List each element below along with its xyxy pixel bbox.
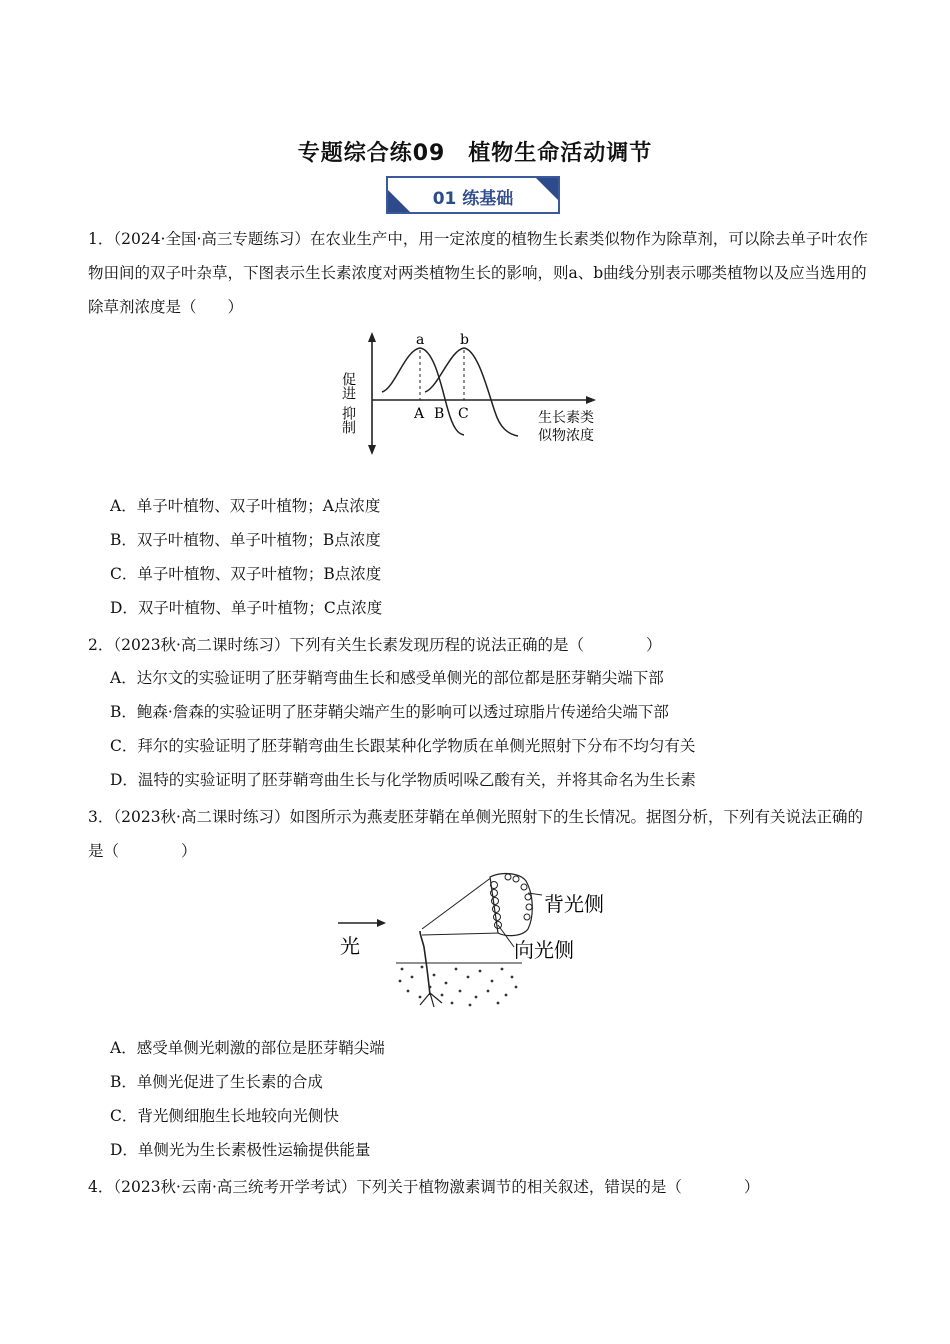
question-2-option-c[interactable]: C．拜尔的实验证明了胚芽鞘弯曲生长跟某种化学物质在单侧光照射下分布不均匀有关: [110, 737, 696, 755]
shade-side-label: 背光侧: [544, 892, 604, 916]
light-label: 光: [340, 934, 360, 958]
y-axis-down-arrow-icon: [368, 445, 376, 455]
x-label-line2: 似物浓度: [538, 428, 594, 444]
curve-b: [425, 348, 518, 436]
question-3-option-a[interactable]: A．感受单侧光刺激的部位是胚芽鞘尖端: [110, 1039, 385, 1057]
question-1-stem: 1．（2024·全国·高三专题练习）在农业生产中，用一定浓度的植物生长素类似物作为除草剂，可以除去单子叶农作物田间的双子叶杂草，下图表示生长素浓度对两类植物生长的影响，则a、b曲线分别表示哪类植物以及应当选用的除草剂浓度是（ ）: [88, 230, 868, 316]
curve-a-label: a: [416, 332, 425, 348]
point-b-label: B: [434, 406, 445, 422]
x-label-line1: 生长素类: [538, 410, 594, 426]
question-3-option-c[interactable]: C．背光侧细胞生长地较向光侧快: [110, 1107, 339, 1125]
question-2-option-a[interactable]: A．达尔文的实验证明了胚芽鞘弯曲生长和感受单侧光的部位都是胚芽鞘尖端下部: [110, 669, 664, 687]
light-side-label: 向光侧: [514, 938, 574, 962]
x-axis-arrow-icon: [586, 396, 596, 404]
question-2-stem: 2．（2023秋·高二课时练习）下列有关生长素发现历程的说法正确的是（ ）: [88, 636, 662, 654]
question-1-option-c[interactable]: C．单子叶植物、双子叶植物；B点浓度: [110, 565, 382, 583]
question-2-option-b[interactable]: B．鲍森·詹森的实验证明了胚芽鞘尖端产生的影响可以透过琼脂片传递给尖端下部: [110, 703, 669, 721]
section-badge-label: 01 练基础: [432, 189, 514, 209]
question-2-option-d[interactable]: D．温特的实验证明了胚芽鞘弯曲生长与化学物质吲哚乙酸有关，并将其命名为生长素: [110, 771, 696, 789]
curve-b-label: b: [460, 332, 469, 348]
question-1-option-a[interactable]: A．单子叶植物、双子叶植物；A点浓度: [110, 497, 381, 515]
y-up-label: 促进: [340, 372, 356, 400]
magnify-line-top: [422, 877, 492, 929]
question-3-option-d[interactable]: D．单侧光为生长素极性运输提供能量: [110, 1141, 371, 1159]
magnify-line-bottom: [422, 933, 500, 935]
light-arrow-icon: [377, 919, 386, 927]
question-3-option-b[interactable]: B．单侧光促进了生长素的合成: [110, 1073, 323, 1091]
question-3-coleoptile-figure: [330, 865, 630, 1010]
y-down-label: 抑制: [340, 406, 356, 434]
page-title: 专题综合练09 植物生命活动调节: [297, 141, 653, 166]
question-1-option-d[interactable]: D．双子叶植物、单子叶植物；C点浓度: [110, 599, 383, 617]
question-3-stem: 3．（2023秋·高二课时练习）如图所示为燕麦胚芽鞘在单侧光照射下的生长情况。据图分析，下列有关说法正确的是（ ）: [88, 808, 863, 860]
point-c-label: C: [458, 406, 469, 422]
section-badge: [386, 176, 560, 214]
soil-dots: [399, 966, 518, 1007]
question-1-growth-curve-figure: [340, 330, 620, 455]
y-axis-arrow-icon: [368, 332, 376, 342]
question-1-option-b[interactable]: B．双子叶植物、单子叶植物；B点浓度: [110, 531, 381, 549]
roots: [420, 993, 442, 1007]
point-a-label: A: [414, 406, 425, 422]
question-4-stem: 4．（2023秋·云南·高三统考开学考试）下列关于植物激素调节的相关叙述，错误的是（ ）: [88, 1178, 760, 1196]
